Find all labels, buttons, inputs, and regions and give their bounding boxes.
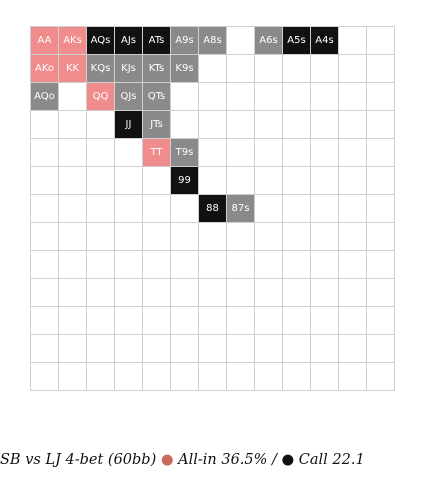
hand-cell-empty[interactable] xyxy=(367,83,395,111)
allin-legend-label: All-in 36.5% / xyxy=(173,452,282,468)
hand-cell-empty[interactable] xyxy=(87,139,115,167)
hand-cell-empty[interactable] xyxy=(227,363,255,391)
hand-cell-A8s[interactable]: A8s xyxy=(199,27,227,55)
hand-cell-empty[interactable] xyxy=(143,307,171,335)
hand-cell-empty[interactable] xyxy=(31,223,59,251)
hand-cell-K9s[interactable]: K9s xyxy=(171,55,199,83)
hand-cell-A5s[interactable]: A5s xyxy=(283,27,311,55)
hand-cell-empty[interactable] xyxy=(171,111,199,139)
hand-cell-empty[interactable] xyxy=(171,335,199,363)
range-caption xyxy=(0,452,424,468)
hand-cell-AKo[interactable]: AKo xyxy=(31,55,59,83)
hand-cell-empty[interactable] xyxy=(171,363,199,391)
hand-cell-empty[interactable] xyxy=(115,223,143,251)
hand-cell-empty[interactable] xyxy=(227,167,255,195)
hand-cell-empty[interactable] xyxy=(255,83,283,111)
hand-cell-empty[interactable] xyxy=(199,307,227,335)
hand-cell-empty[interactable] xyxy=(227,223,255,251)
hand-cell-empty[interactable] xyxy=(311,195,339,223)
hand-cell-empty[interactable] xyxy=(283,223,311,251)
hand-cell-empty[interactable] xyxy=(311,83,339,111)
hand-cell-empty[interactable] xyxy=(31,139,59,167)
hand-cell-empty[interactable] xyxy=(143,223,171,251)
hand-cell-empty[interactable] xyxy=(115,307,143,335)
hand-cell-empty[interactable] xyxy=(59,279,87,307)
hand-cell-empty[interactable] xyxy=(255,55,283,83)
hand-cell-empty[interactable] xyxy=(367,251,395,279)
hand-cell-empty[interactable] xyxy=(311,251,339,279)
hand-cell-empty[interactable] xyxy=(143,251,171,279)
hand-cell-empty[interactable] xyxy=(143,167,171,195)
hand-cell-empty[interactable] xyxy=(59,167,87,195)
hand-cell-T9s[interactable]: T9s xyxy=(171,139,199,167)
hand-cell-empty[interactable] xyxy=(59,195,87,223)
hand-cell-87s[interactable]: 87s xyxy=(227,195,255,223)
hand-cell-empty[interactable] xyxy=(227,55,255,83)
hand-cell-88[interactable]: 88 xyxy=(199,195,227,223)
hand-cell-empty[interactable] xyxy=(87,335,115,363)
hand-cell-A4s[interactable]: A4s xyxy=(311,27,339,55)
hand-cell-empty[interactable] xyxy=(115,279,143,307)
hand-cell-empty[interactable] xyxy=(199,83,227,111)
hand-cell-empty[interactable] xyxy=(255,251,283,279)
hand-cell-empty[interactable] xyxy=(283,363,311,391)
hand-cell-empty[interactable] xyxy=(283,279,311,307)
hand-cell-empty[interactable] xyxy=(283,307,311,335)
hand-cell-empty[interactable] xyxy=(311,335,339,363)
hand-cell-empty[interactable] xyxy=(283,83,311,111)
hand-cell-empty[interactable] xyxy=(171,223,199,251)
hand-cell-empty[interactable] xyxy=(143,195,171,223)
hand-cell-A9s[interactable]: A9s xyxy=(171,27,199,55)
hand-cell-empty[interactable] xyxy=(31,335,59,363)
hand-cell-empty[interactable] xyxy=(227,307,255,335)
hand-cell-ATs[interactable]: ATs xyxy=(143,27,171,55)
hand-cell-empty[interactable] xyxy=(339,83,367,111)
hand-cell-empty[interactable] xyxy=(367,279,395,307)
hand-cell-empty[interactable] xyxy=(283,195,311,223)
hand-cell-empty[interactable] xyxy=(367,307,395,335)
hand-cell-empty[interactable] xyxy=(283,139,311,167)
hand-cell-empty[interactable] xyxy=(367,27,395,55)
hand-cell-empty[interactable] xyxy=(311,307,339,335)
hand-cell-empty[interactable] xyxy=(87,167,115,195)
hand-cell-empty[interactable] xyxy=(171,307,199,335)
hand-cell-empty[interactable] xyxy=(311,111,339,139)
hand-cell-KTs[interactable]: KTs xyxy=(143,55,171,83)
hand-cell-empty[interactable] xyxy=(227,111,255,139)
hand-cell-empty[interactable] xyxy=(311,363,339,391)
hand-cell-empty[interactable] xyxy=(283,335,311,363)
hand-cell-empty[interactable] xyxy=(339,55,367,83)
hand-range-grid xyxy=(30,26,395,391)
hand-cell-empty[interactable] xyxy=(339,363,367,391)
hand-cell-empty[interactable] xyxy=(311,223,339,251)
hand-cell-empty[interactable] xyxy=(31,195,59,223)
hand-cell-QJs[interactable]: QJs xyxy=(115,83,143,111)
hand-cell-empty[interactable] xyxy=(115,167,143,195)
hand-cell-KQs[interactable]: KQs xyxy=(87,55,115,83)
hand-cell-empty[interactable] xyxy=(227,83,255,111)
hand-cell-empty[interactable] xyxy=(227,335,255,363)
hand-cell-empty[interactable] xyxy=(171,279,199,307)
hand-cell-empty[interactable] xyxy=(199,335,227,363)
hand-cell-empty[interactable] xyxy=(367,223,395,251)
hand-cell-empty[interactable] xyxy=(143,335,171,363)
hand-cell-empty[interactable] xyxy=(283,167,311,195)
hand-cell-empty[interactable] xyxy=(59,335,87,363)
hand-cell-empty[interactable] xyxy=(171,83,199,111)
hand-cell-empty[interactable] xyxy=(59,307,87,335)
hand-cell-empty[interactable] xyxy=(255,167,283,195)
caption-title: SB vs LJ 4-bet (60bb) xyxy=(0,452,161,468)
hand-cell-AQs[interactable]: AQs xyxy=(87,27,115,55)
hand-cell-empty[interactable] xyxy=(31,279,59,307)
hand-cell-empty[interactable] xyxy=(115,363,143,391)
hand-cell-empty[interactable] xyxy=(59,83,87,111)
hand-cell-empty[interactable] xyxy=(311,167,339,195)
hand-cell-empty[interactable] xyxy=(255,307,283,335)
hand-cell-AJs[interactable]: AJs xyxy=(115,27,143,55)
hand-cell-AQo[interactable]: AQo xyxy=(31,83,59,111)
hand-cell-empty[interactable] xyxy=(59,111,87,139)
hand-cell-empty[interactable] xyxy=(339,27,367,55)
hand-cell-empty[interactable] xyxy=(255,363,283,391)
hand-cell-empty[interactable] xyxy=(199,223,227,251)
hand-cell-empty[interactable] xyxy=(255,139,283,167)
hand-cell-empty[interactable] xyxy=(59,363,87,391)
hand-cell-empty[interactable] xyxy=(367,111,395,139)
hand-cell-empty[interactable] xyxy=(255,335,283,363)
hand-cell-empty[interactable] xyxy=(143,279,171,307)
hand-cell-empty[interactable] xyxy=(339,139,367,167)
hand-cell-empty[interactable] xyxy=(171,195,199,223)
hand-cell-empty[interactable] xyxy=(339,223,367,251)
hand-cell-empty[interactable] xyxy=(255,111,283,139)
hand-cell-empty[interactable] xyxy=(115,195,143,223)
hand-cell-empty[interactable] xyxy=(311,55,339,83)
hand-cell-empty[interactable] xyxy=(31,307,59,335)
hand-cell-empty[interactable] xyxy=(87,279,115,307)
hand-cell-empty[interactable] xyxy=(171,251,199,279)
hand-cell-QQ[interactable]: QQ xyxy=(87,83,115,111)
hand-cell-empty[interactable] xyxy=(59,251,87,279)
hand-cell-empty[interactable] xyxy=(227,27,255,55)
hand-cell-empty[interactable] xyxy=(227,139,255,167)
hand-cell-empty[interactable] xyxy=(31,363,59,391)
hand-cell-empty[interactable] xyxy=(199,167,227,195)
hand-cell-empty[interactable] xyxy=(339,251,367,279)
hand-cell-JTs[interactable]: JTs xyxy=(143,111,171,139)
hand-cell-QTs[interactable]: QTs xyxy=(143,83,171,111)
hand-cell-empty[interactable] xyxy=(367,195,395,223)
allin-legend-dot: ● xyxy=(160,452,174,468)
hand-cell-empty[interactable] xyxy=(115,335,143,363)
hand-cell-empty[interactable] xyxy=(31,167,59,195)
hand-cell-empty[interactable] xyxy=(227,251,255,279)
hand-cell-AKs[interactable]: AKs xyxy=(59,27,87,55)
hand-cell-empty[interactable] xyxy=(255,223,283,251)
hand-cell-empty[interactable] xyxy=(283,251,311,279)
hand-cell-empty[interactable] xyxy=(199,111,227,139)
hand-cell-empty[interactable] xyxy=(367,167,395,195)
hand-cell-empty[interactable] xyxy=(87,111,115,139)
hand-cell-empty[interactable] xyxy=(339,335,367,363)
hand-cell-empty[interactable] xyxy=(339,195,367,223)
hand-cell-empty[interactable] xyxy=(199,279,227,307)
hand-cell-empty[interactable] xyxy=(143,363,171,391)
hand-cell-empty[interactable] xyxy=(367,139,395,167)
hand-cell-empty[interactable] xyxy=(199,55,227,83)
call-legend-label: Call 22.1 xyxy=(294,452,365,468)
hand-cell-KJs[interactable]: KJs xyxy=(115,55,143,83)
hand-cell-empty[interactable] xyxy=(367,55,395,83)
hand-cell-empty[interactable] xyxy=(311,279,339,307)
hand-cell-empty[interactable] xyxy=(339,279,367,307)
hand-cell-TT[interactable]: TT xyxy=(143,139,171,167)
hand-cell-empty[interactable] xyxy=(87,251,115,279)
hand-cell-A6s[interactable]: A6s xyxy=(255,27,283,55)
call-legend-dot: ● xyxy=(281,452,295,468)
hand-cell-empty[interactable] xyxy=(283,111,311,139)
hand-cell-empty[interactable] xyxy=(283,55,311,83)
hand-cell-empty[interactable] xyxy=(31,251,59,279)
hand-cell-AA[interactable]: AA xyxy=(31,27,59,55)
hand-cell-empty[interactable] xyxy=(255,195,283,223)
hand-cell-KK[interactable]: KK xyxy=(59,55,87,83)
hand-cell-empty[interactable] xyxy=(59,139,87,167)
hand-cell-empty[interactable] xyxy=(115,251,143,279)
hand-cell-empty[interactable] xyxy=(87,195,115,223)
hand-cell-empty[interactable] xyxy=(339,167,367,195)
hand-cell-empty[interactable] xyxy=(255,279,283,307)
hand-cell-empty[interactable] xyxy=(367,363,395,391)
hand-cell-empty[interactable] xyxy=(31,111,59,139)
hand-cell-empty[interactable] xyxy=(199,251,227,279)
hand-cell-empty[interactable] xyxy=(199,363,227,391)
hand-cell-empty[interactable] xyxy=(59,223,87,251)
hand-cell-empty[interactable] xyxy=(367,335,395,363)
hand-cell-empty[interactable] xyxy=(227,279,255,307)
hand-cell-empty[interactable] xyxy=(199,139,227,167)
hand-cell-empty[interactable] xyxy=(87,363,115,391)
hand-cell-empty[interactable] xyxy=(339,111,367,139)
hand-cell-empty[interactable] xyxy=(87,307,115,335)
hand-cell-empty[interactable] xyxy=(115,139,143,167)
hand-cell-99[interactable]: 99 xyxy=(171,167,199,195)
hand-cell-empty[interactable] xyxy=(339,307,367,335)
hand-cell-empty[interactable] xyxy=(87,223,115,251)
hand-cell-JJ[interactable]: JJ xyxy=(115,111,143,139)
hand-cell-empty[interactable] xyxy=(311,139,339,167)
